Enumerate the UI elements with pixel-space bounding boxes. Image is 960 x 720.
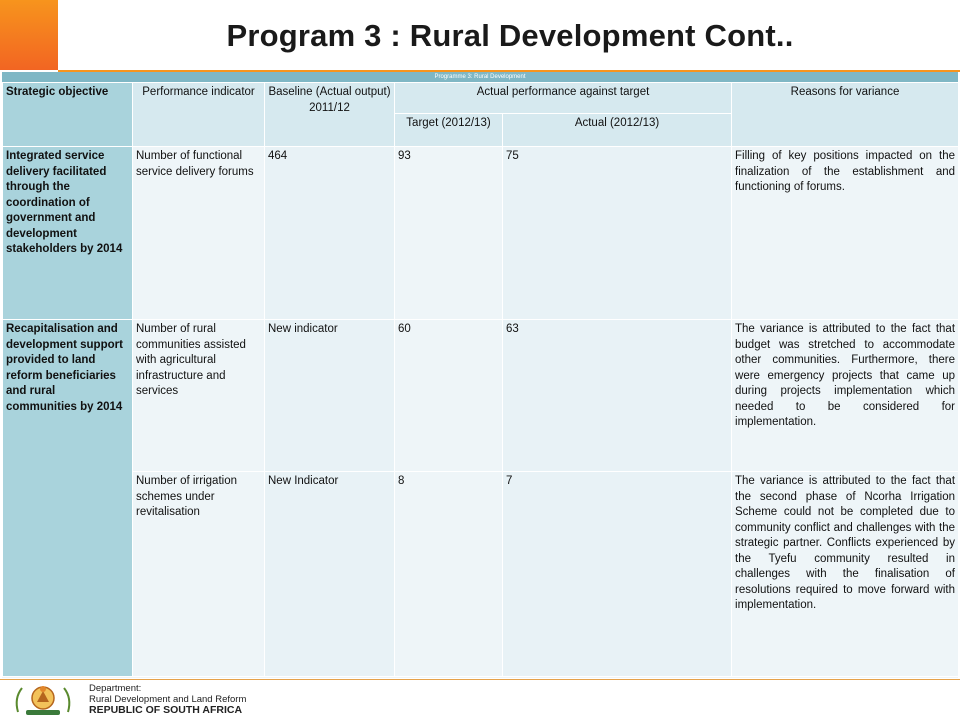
- header-strategic-objective: Strategic objective: [3, 83, 133, 147]
- table-grid: [2, 82, 958, 677]
- header-baseline: Baseline (Actual output) 2011/12: [265, 83, 395, 147]
- indicator-cell: Number of rural communities assisted with agricultural infrastructure and services: [133, 320, 265, 472]
- actual-cell: 75: [503, 147, 732, 320]
- reason-cell: The variance is attributed to the fact that budget was stretched to accommodate other communities. Furthermore, there were emergency projects that came up during projects implementation which needed to be considered for implementation.: [732, 320, 958, 472]
- performance-table: [2, 72, 958, 678]
- table-row: [3, 472, 959, 677]
- footer-divider: [0, 679, 960, 680]
- indicator-cell: Number of irrigation schemes under revitalisation: [133, 472, 265, 677]
- target-cell: 93: [395, 147, 503, 320]
- page-title: Program 3 : Rural Development Cont..: [226, 18, 794, 53]
- table-row: [3, 147, 959, 320]
- department-label: [89, 684, 246, 716]
- reason-cell: The variance is attributed to the fact that the second phase of Ncorha Irrigation Scheme could not be completed due to community conflict and challenges with the strategic partner. Conflicts experienced by the Tyefu community resulted in challenges with the finalisation of resolutions required to move forward with implementation.: [732, 472, 958, 677]
- dept-line-1: Department:: [89, 683, 142, 694]
- objective-cell: Recapitalisation and development support provided to land reform beneficiaries and rural communities by 2014: [3, 320, 133, 677]
- target-cell: 60: [395, 320, 503, 472]
- indicator-cell: Number of functional service delivery forums: [133, 147, 265, 320]
- baseline-cell: 464: [265, 147, 395, 320]
- table-row: [3, 320, 959, 472]
- header-actual: Actual (2012/13): [503, 114, 732, 147]
- reason-cell: Filling of key positions impacted on the finalization of the establishment and functioning of forums.: [732, 147, 958, 320]
- actual-cell: 63: [503, 320, 732, 472]
- dept-line-2: Rural Development and Land Reform: [89, 693, 247, 705]
- header-row: [3, 83, 959, 114]
- coat-of-arms-icon: [12, 682, 74, 716]
- header-performance-indicator: Performance indicator: [133, 83, 265, 147]
- dept-line-3: REPUBLIC OF SOUTH AFRICA: [89, 704, 243, 716]
- baseline-cell: New Indicator: [265, 472, 395, 677]
- baseline-cell: New indicator: [265, 320, 395, 472]
- target-cell: 8: [395, 472, 503, 677]
- table-banner: Programme 3: Rural Development: [2, 72, 958, 82]
- accent-bar: [0, 0, 58, 70]
- actual-cell: 7: [503, 472, 732, 677]
- objective-cell: Integrated service delivery facilitated through the coordination of government and development stakeholders by 2014: [3, 147, 133, 320]
- header-actual-performance: Actual performance against target: [395, 83, 732, 114]
- header-reasons: Reasons for variance: [732, 83, 958, 147]
- header-target: Target (2012/13): [395, 114, 503, 147]
